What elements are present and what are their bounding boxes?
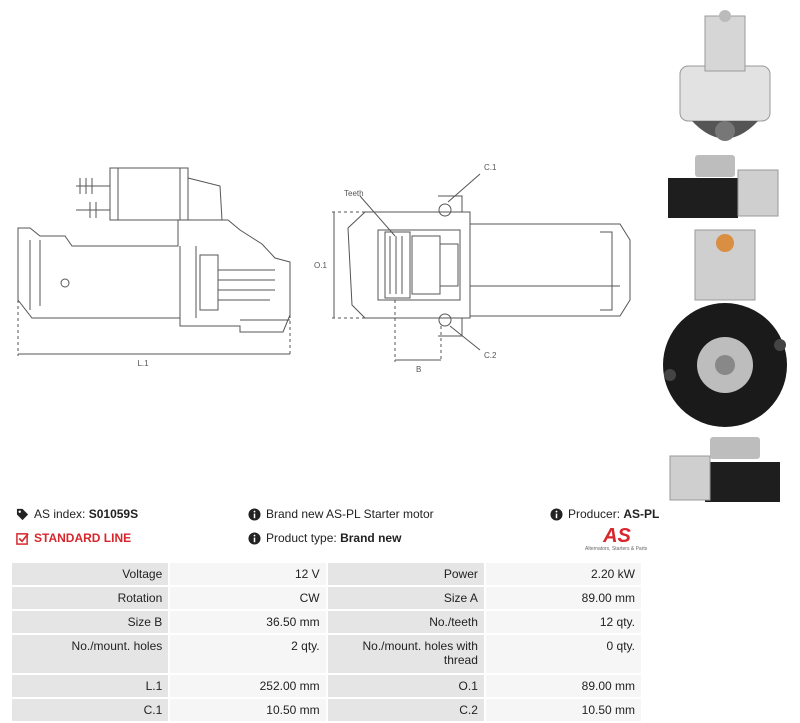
product-type-label: Product type: — [266, 531, 337, 545]
as-index — [16, 507, 138, 521]
spec-value: CW — [170, 587, 325, 609]
producer — [550, 507, 659, 521]
dim-c1-label: C.1 — [484, 163, 497, 172]
producer-value: AS-PL — [623, 507, 660, 521]
spec-table — [10, 561, 643, 723]
table-row — [12, 563, 641, 585]
spec-key: No./teeth — [328, 611, 484, 633]
spec-value: 2 qty. — [170, 635, 325, 673]
technical-drawing — [0, 0, 650, 400]
spec-key: Rotation — [12, 587, 168, 609]
spec-key: O.1 — [328, 675, 484, 697]
product-photo-front — [660, 225, 790, 430]
spec-key: Power — [328, 563, 484, 585]
standard-line-text: STANDARD LINE — [34, 531, 132, 545]
info-icon — [550, 508, 563, 521]
as-pl-logo — [585, 526, 649, 552]
spec-key: C.2 — [328, 699, 484, 721]
spec-key: L.1 — [12, 675, 168, 697]
spec-value: 10.50 mm — [170, 699, 325, 721]
teeth-label: Teeth — [344, 189, 364, 198]
product-photo-top — [660, 6, 790, 146]
spec-value: 2.20 kW — [486, 563, 641, 585]
spec-key: Size A — [328, 587, 484, 609]
table-row — [12, 635, 641, 673]
dim-c2-label: C.2 — [484, 351, 497, 360]
spec-value: 0 qty. — [486, 635, 641, 673]
table-row — [12, 611, 641, 633]
tag-icon — [16, 508, 29, 521]
spec-value: 12 qty. — [486, 611, 641, 633]
table-row — [12, 587, 641, 609]
dim-l1-label: L.1 — [137, 359, 149, 368]
product-photo-side-2 — [660, 432, 790, 507]
description-text: Brand new AS-PL Starter motor — [266, 507, 434, 521]
spec-key: Voltage — [12, 563, 168, 585]
product-photo-side-1 — [660, 150, 790, 225]
product-type-value: Brand new — [340, 531, 402, 545]
spec-key: No./mount. holes — [12, 635, 168, 673]
info-icon — [248, 508, 261, 521]
spec-value: 89.00 mm — [486, 587, 641, 609]
logo-tagline: Alternators, Starters & Parts — [585, 546, 648, 552]
logo-brand: AS — [603, 525, 631, 547]
as-index-label: AS index: — [34, 507, 86, 521]
dim-b-label: B — [416, 365, 422, 374]
table-row — [12, 699, 641, 721]
description — [248, 507, 434, 521]
product-type — [248, 531, 401, 545]
spec-value: 12 V — [170, 563, 325, 585]
spec-value: 252.00 mm — [170, 675, 325, 697]
checkbox-checked-icon — [16, 532, 29, 545]
spec-key: C.1 — [12, 699, 168, 721]
table-row — [12, 675, 641, 697]
info-icon — [248, 532, 261, 545]
spec-value: 36.50 mm — [170, 611, 325, 633]
side-view-outline — [18, 220, 290, 332]
dim-o1-label: O.1 — [314, 261, 327, 270]
standard-line — [16, 531, 131, 545]
spec-key: Size B — [12, 611, 168, 633]
as-index-value: S01059S — [88, 507, 139, 521]
spec-value: 10.50 mm — [486, 699, 641, 721]
spec-value: 89.00 mm — [486, 675, 641, 697]
producer-label: Producer: — [568, 507, 621, 521]
spec-key: No./mount. holes with thread — [328, 635, 484, 673]
